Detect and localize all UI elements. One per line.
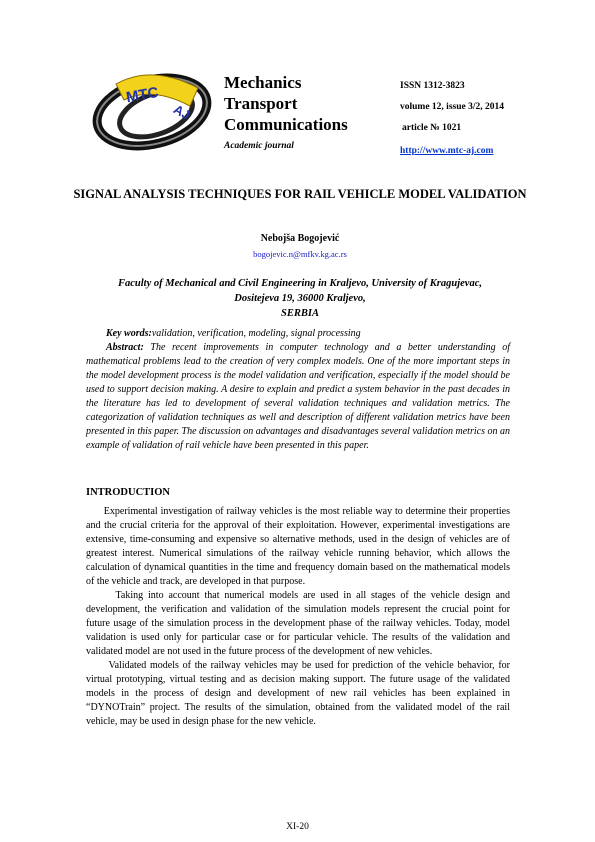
page-number: XI-20: [286, 822, 309, 832]
volume: volume 12, issue 3/2, 2014: [400, 102, 504, 112]
paper-title: SIGNAL ANALYSIS TECHNIQUES FOR RAIL VEHICLE MODEL VALIDATION: [73, 187, 527, 201]
svg-text:MTC: MTC: [124, 83, 160, 107]
journal-subtitle: Academic journal: [224, 141, 294, 151]
abstract-label: Abstract:: [106, 342, 144, 353]
article-number: article № 1021: [402, 123, 462, 133]
journal-url-link[interactable]: http://www.mtc-aj.com: [400, 146, 494, 156]
paragraph-text: Taking into account that numerical models are used in all stages of the vehicle design and development, the verification and validation of the simulation models represent the crucial point for future usage of the simulation process in the development phase of the railway vehicles. Today, model validation is used only for particular case or for particular vehicle. The results of the validation and validated model are not used in the future process of the development of new vehicles.: [86, 590, 510, 657]
svg-text:AJ: AJ: [170, 101, 193, 123]
paragraph-text: Experimental investigation of railway vehicles is the most reliable way to determine their properties and the crucial criteria for the approval of their exploitation. However, experimental investigations are extensive, time-consuming and expensive so alternative methods, used in the design of vehicles are of greatest interest. Numerical simulations of the railway vehicle running behavior, which allows the calculation of dynamical quantities in the time and frequency domain based on the mathematical models of the vehicle and track, are developed in that purpose.: [86, 506, 510, 587]
keywords-line: [86, 327, 510, 341]
body-text: [86, 505, 510, 729]
paragraph: [86, 589, 510, 659]
keywords-label: Key words:: [106, 328, 152, 339]
paragraph: [86, 659, 510, 729]
abstract-body: The recent improvements in computer technology and a better understanding of mathematical problems lead to the creation of very complex models. One of the more important steps in the model development process is the model validation and verification, especially if the model should be used to support decision making. A desire to explain and predict a system behavior in the past decades in the literature has led to development of several validation techniques and validation metrics. The categorization of validation techniques as well and description of different validation metrics have been presented in this paper. The discussion on advantages and disadvantages several validation metrics on an example of validation of rail vehicle have been presented in this paper.: [86, 342, 510, 451]
journal-meta: [400, 79, 580, 165]
section-heading-introduction: INTRODUCTION: [86, 487, 171, 498]
affiliation: [80, 276, 520, 321]
affiliation-line: SERBIA: [281, 308, 319, 319]
journal-line-2: Transport: [224, 94, 298, 113]
journal-line-1: Mechanics: [224, 73, 302, 92]
paragraph-text: Validated models of the railway vehicles may be used for prediction of the vehicle behavior, for virtual prototyping, virtual testing and as decision making support. The future usage of the validated models in the process of design and development of new rail vehicles has been explained in “DYNOTrain” project. The results of the simulation, obtained from the validated model of the rail vehicle, may be used in design phase for the new vehicle.: [86, 660, 510, 727]
mtc-aj-logo-icon: [86, 66, 218, 154]
author-name: Nebojša Bogojević: [260, 233, 340, 244]
paragraph: [86, 505, 510, 589]
affiliation-line: Faculty of Mechanical and Civil Engineering in Kraljevo, University of Kragujevac,: [118, 278, 482, 289]
keywords: validation, verification, modeling, signal processing: [151, 328, 361, 339]
abstract-text: [86, 341, 510, 453]
journal-name-block: [224, 72, 404, 151]
issn: ISSN 1312-3823: [400, 81, 465, 91]
affiliation-line: Dositejeva 19, 36000 Kraljevo,: [234, 293, 366, 304]
journal-line-3: Communications: [224, 115, 348, 134]
abstract-block: [86, 327, 510, 453]
author-email-link[interactable]: bogojevic.n@mfkv.kg.ac.rs: [253, 249, 347, 259]
